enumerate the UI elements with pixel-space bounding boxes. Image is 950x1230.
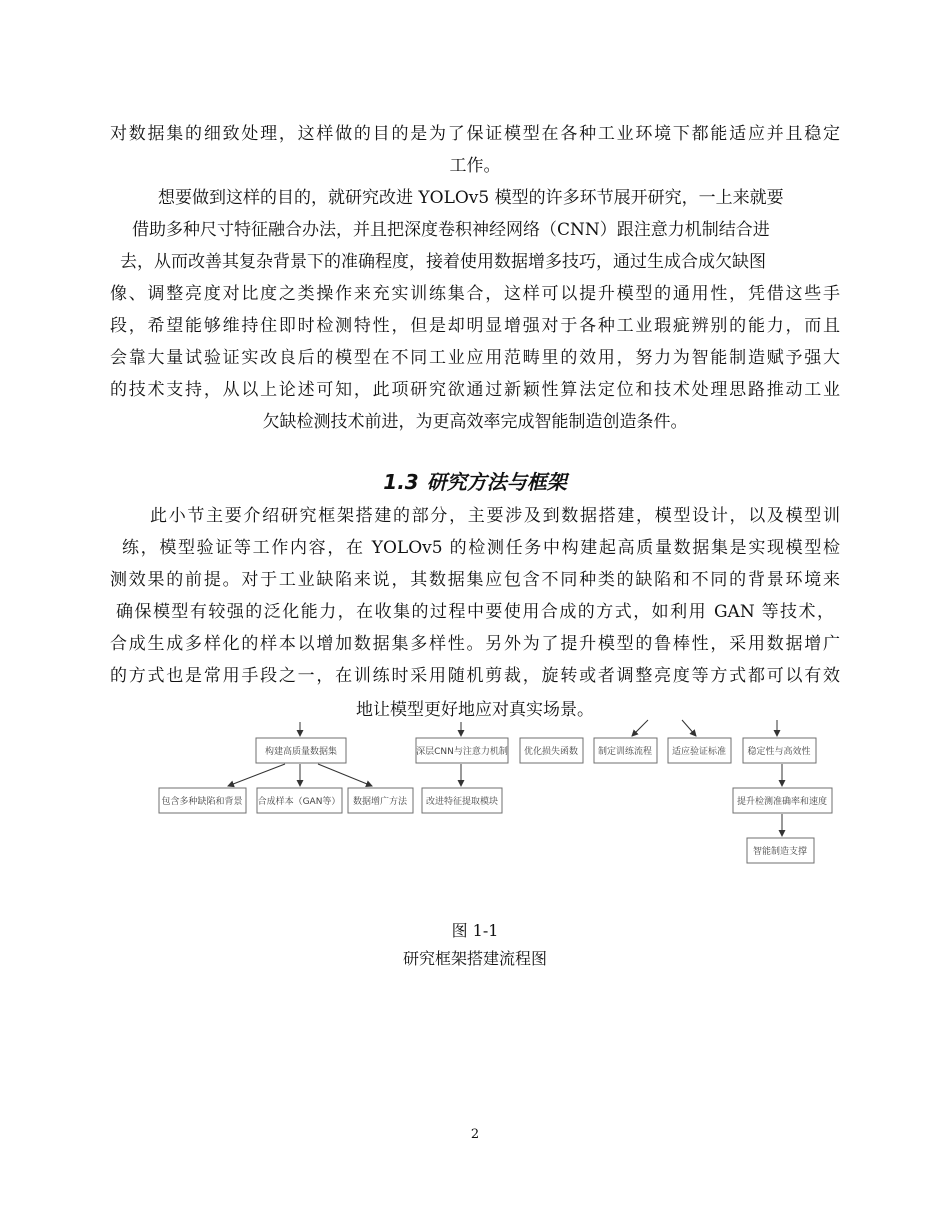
svg-text:提升检测准确率和速度: 提升检测准确率和速度 xyxy=(736,797,828,807)
box-loss-function xyxy=(520,738,583,763)
arrow-dataset-augmentation xyxy=(318,764,372,786)
paragraph-1-line-1: 对数据集的细致处理，这样做的目的是为了保证模型在各种工业环境下都能适应并且稳定 xyxy=(110,124,840,144)
box-build-dataset xyxy=(256,738,346,763)
arrow-dataset-defects xyxy=(228,764,285,786)
paragraph-3-line-6: 的方式也是常用手段之一，在训练时采用随机剪裁，旋转或者调整亮度等方式都可以有效 xyxy=(110,666,840,686)
box-precision-speed xyxy=(733,788,832,813)
svg-text:智能制造支撑: 智能制造支撑 xyxy=(752,847,808,857)
paragraph-2-line-7: 的技术支持，从以上论述可知，此项研究欲通过新颖性算法定位和技术处理思路推动工业 xyxy=(110,380,840,400)
paragraph-3-line-3: 测效果的前提。对于工业缺陷来说，其数据集应包含不同种类的缺陷和不同的背景环境来 xyxy=(110,570,840,590)
paragraph-3-line-2: 练，模型验证等工作内容，在 YOLOv5 的检测任务中构建起高质量数据集是实现模型检 xyxy=(122,538,840,558)
svg-text:制定训练流程: 制定训练流程 xyxy=(597,747,653,757)
paragraph-2-line-5: 段，希望能够维持住即时检测特性，但是却明显增强对于各种工业瑕疵辨别的能力，而且 xyxy=(110,316,840,336)
figure-label: 图 1-1 xyxy=(451,921,499,940)
svg-text:优化损失函数: 优化损失函数 xyxy=(523,747,579,757)
section-number: 1.3 xyxy=(383,470,419,494)
paragraph-2-line-3: 去，从而改善其复杂背景下的准确程度，接着使用数据增多技巧，通过生成合成欠缺图 xyxy=(120,252,766,272)
paragraph-2-line-2: 借助多种尺寸特征融合办法，并且把深度卷积神经网络（CNN）跟注意力机制结合进 xyxy=(132,220,770,240)
svg-text:构建高质量数据集: 构建高质量数据集 xyxy=(264,747,338,757)
box-training-flow xyxy=(594,738,657,763)
svg-text:数据增广方法: 数据增广方法 xyxy=(352,797,408,807)
box-smart-manufacturing xyxy=(747,838,814,863)
paragraph-2-line-1: 想要做到这样的目的，就研究改进 YOLOv5 模型的许多环节展开研究，一上来就要 xyxy=(158,188,784,208)
box-feature-module xyxy=(422,788,502,813)
svg-text:稳定性与高效性: 稳定性与高效性 xyxy=(747,747,811,757)
paragraph-2-line-8: 欠缺检测技术前进，为更高效率完成智能制造创造条件。 xyxy=(262,412,688,432)
svg-text:改进特征提取模块: 改进特征提取模块 xyxy=(425,797,499,807)
box-defects-background xyxy=(159,788,246,813)
box-validation xyxy=(668,738,731,763)
arrow-in-train xyxy=(632,720,648,736)
section-title: 研究方法与框架 xyxy=(426,470,567,494)
paragraph-3-line-1: 此小节主要介绍研究框架搭建的部分，主要涉及到数据搭建，模型设计，以及模型训 xyxy=(150,506,840,526)
paragraph-3-line-4: 确保模型有较强的泛化能力，在收集的过程中要使用合成的方式，如利用 GAN 等技术， xyxy=(116,602,834,622)
paragraph-3-line-5: 合成生成多样化的样本以增加数据集多样性。另外为了提升模型的鲁棒性，采用数据增广 xyxy=(110,634,840,654)
paragraph-3-line-7: 地让模型更好地应对真实场景。 xyxy=(356,700,594,720)
svg-text:合成样本（GAN等）: 合成样本（GAN等） xyxy=(257,797,341,807)
box-deep-cnn-attention xyxy=(416,738,508,763)
paragraph-1-line-2: 工作。 xyxy=(449,156,501,176)
box-augmentation xyxy=(348,788,413,813)
paragraph-2-line-6: 会靠大量试验证实改良后的模型在不同工业应用范畴里的效用，努力为智能制造赋予强大 xyxy=(110,348,840,368)
box-stability-efficiency xyxy=(743,738,816,763)
box-synthetic-samples xyxy=(257,788,342,813)
paragraph-2-line-4: 像、调整亮度对比度之类操作来充实训练集合，这样可以提升模型的通用性，凭借这些手 xyxy=(110,284,840,304)
svg-text:适应验证标准: 适应验证标准 xyxy=(671,747,727,757)
svg-text:深层CNN与注意力机制: 深层CNN与注意力机制 xyxy=(416,747,508,757)
page-number: 2 xyxy=(470,1127,480,1142)
svg-text:包含多种缺陷和背景: 包含多种缺陷和背景 xyxy=(161,797,243,807)
figure-caption: 研究框架搭建流程图 xyxy=(402,949,547,968)
arrow-in-validation xyxy=(682,720,696,736)
